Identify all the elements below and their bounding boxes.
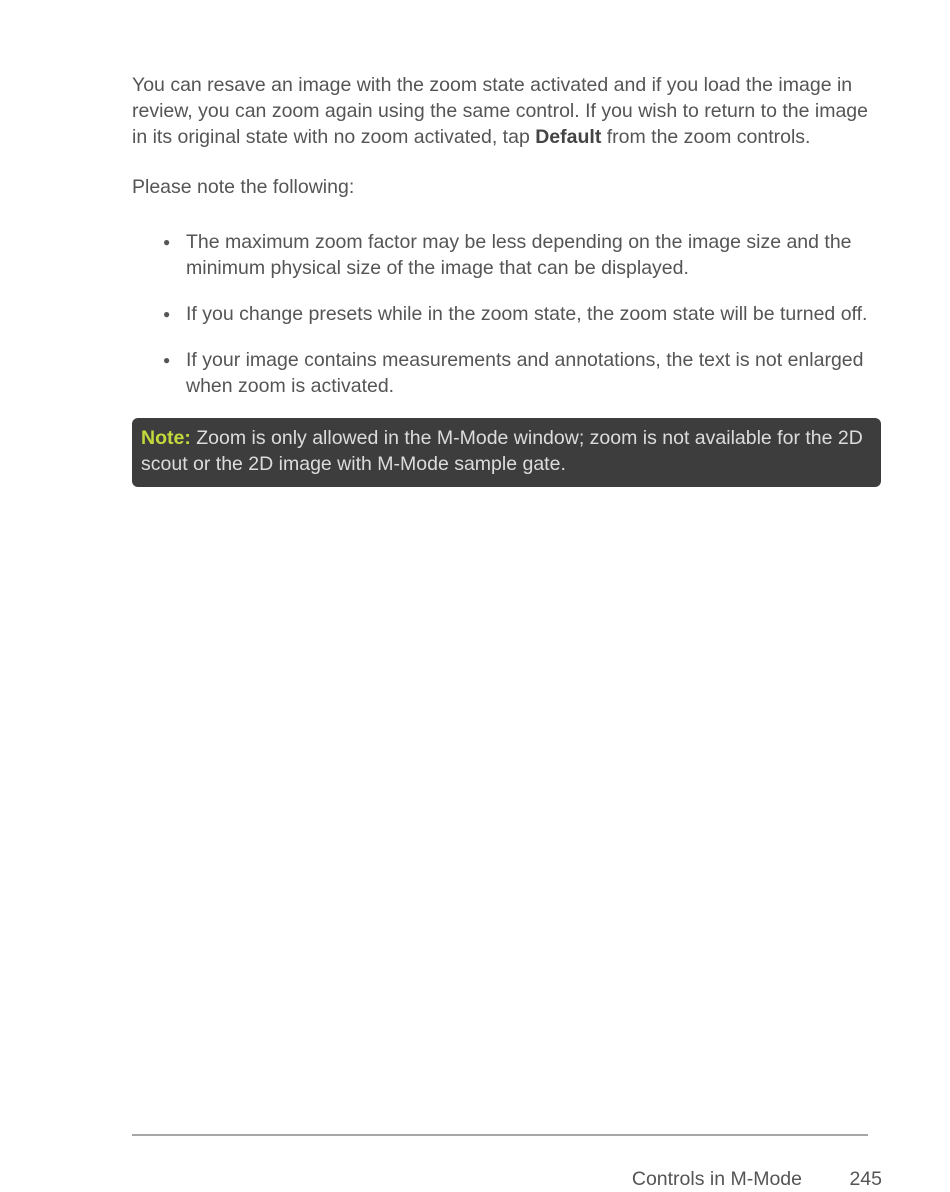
bullet-text: The maximum zoom factor may be less depending on the image size and the minimum physical size of the image that can be displayed. (186, 231, 852, 279)
note-box (132, 418, 881, 487)
note-text: Zoom is only allowed in the M-Mode window; zoom is not available for the 2D scout or the 2D image with M-Mode sample gate. (141, 427, 863, 475)
default-term: Default (535, 126, 602, 148)
note-label: Note: (141, 427, 191, 449)
intro-text-end: from the zoom controls. (601, 126, 811, 148)
bullet-text: If you change presets while in the zoom state, the zoom state will be turned off. (186, 303, 868, 325)
footer-section-title: Controls in M-Mode (631, 1168, 802, 1190)
page-number: 245 (849, 1168, 882, 1190)
list-item (132, 347, 882, 399)
list-item (132, 229, 882, 281)
bullet-icon: ● (163, 353, 171, 367)
bullet-icon: ● (163, 307, 171, 321)
lead-paragraph: Please note the following: (132, 176, 355, 198)
intro-paragraph (132, 72, 882, 150)
intro-text-start: You can resave an image with the zoom state activated and if you load the image in review, you can zoom again using the same control. If you wish to return to the image in its original state with no zoom activated, tap (132, 74, 868, 148)
footer-divider (132, 1134, 868, 1136)
page-content (132, 72, 882, 419)
bullet-text: If your image contains measurements and annotations, the text is not enlarged when zoom is activated. (186, 349, 864, 397)
bullet-list (132, 229, 882, 399)
bullet-icon: ● (163, 235, 171, 249)
list-item (132, 301, 882, 327)
